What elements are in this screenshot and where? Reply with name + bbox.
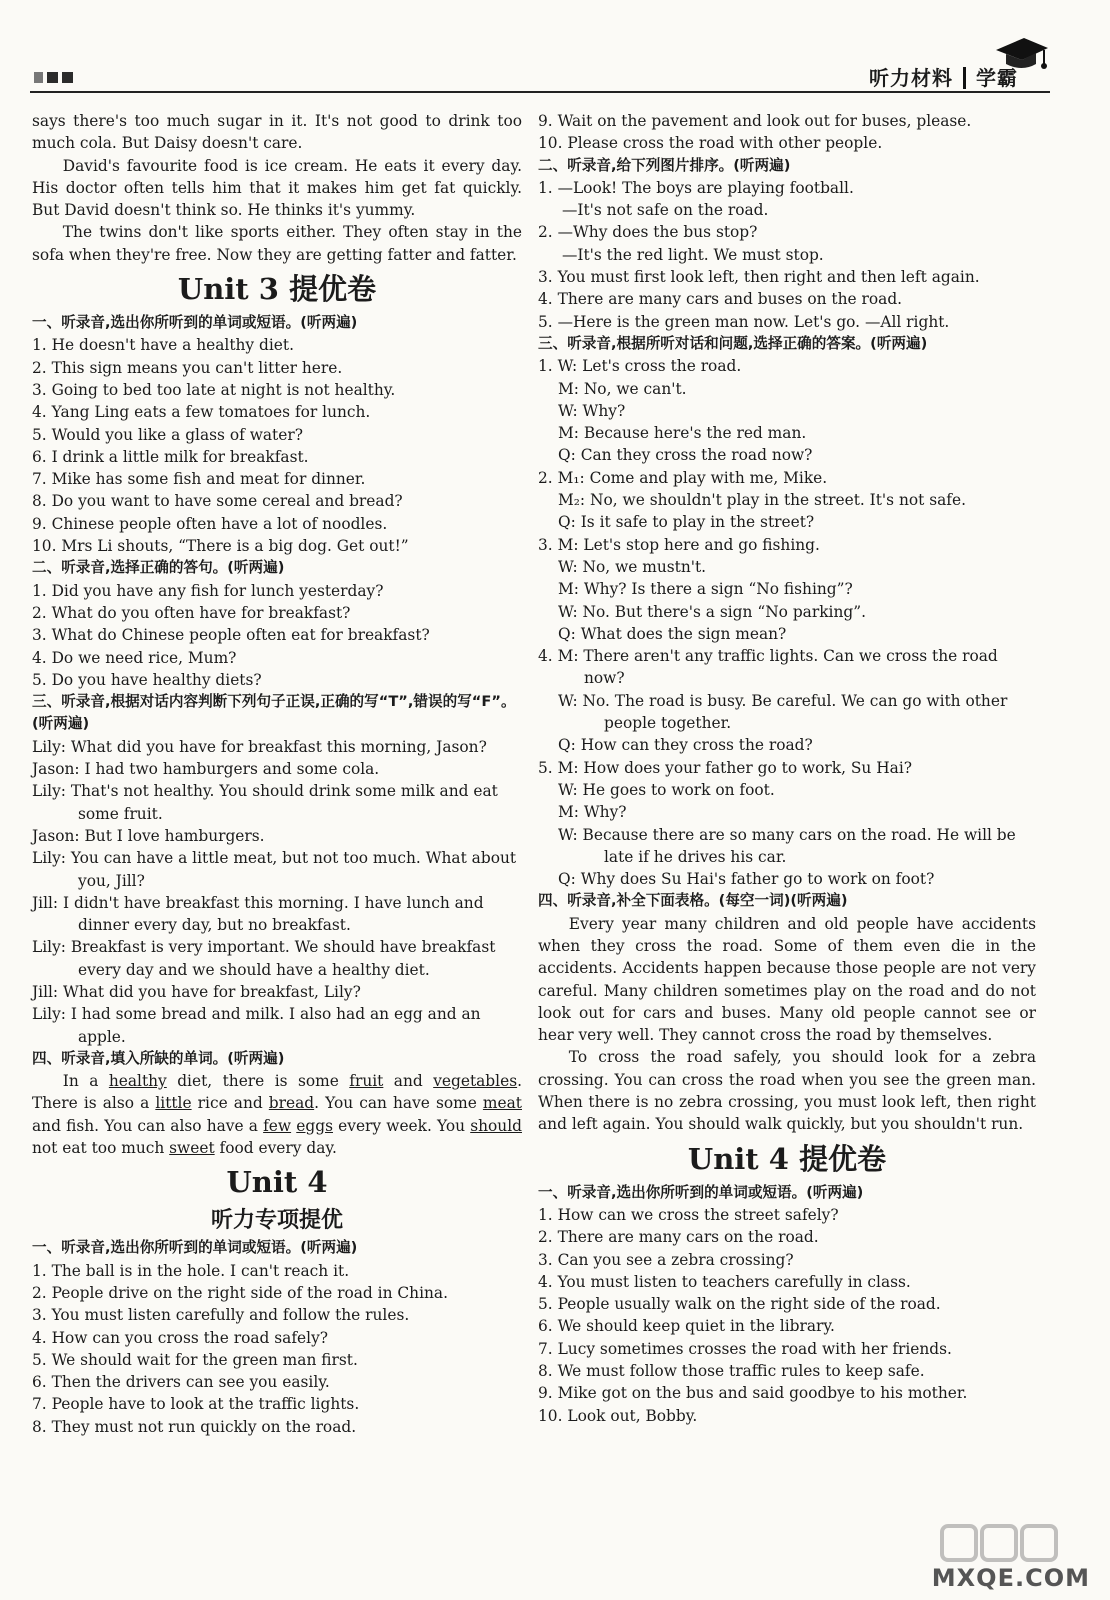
cloze-text: and fish. You can also have a xyxy=(32,1116,264,1135)
unit4-section1-list xyxy=(32,1260,522,1438)
section-heading: 一、听录音,选出你所听到的单词或短语。(听两遍) xyxy=(538,1183,864,1201)
unit3-title: Unit 3 提优卷 xyxy=(177,272,377,307)
dialogue-line: M: Because here's the red man. xyxy=(558,424,807,443)
dialogue-line: Lily: You can have a little meat, but not too much. What about you, Jill? xyxy=(32,849,517,890)
cloze-answer: vegetables xyxy=(433,1072,518,1091)
page-header xyxy=(0,0,1110,104)
list-item: 8. They must not run quickly on the road. xyxy=(32,1417,357,1436)
dialogue-line: Q: Why does Su Hai's father go to work on foot? xyxy=(558,870,935,889)
section-heading: 三、听录音,根据对话内容判断下列句子正误,正确的写“T”,错误的写“F”。(听两遍) xyxy=(32,693,516,733)
passage xyxy=(538,913,1036,1136)
section-heading: 三、听录音,根据所听对话和问题,选择正确的答案。(听两遍) xyxy=(538,334,928,352)
list-item: 3. Can you see a zebra crossing? xyxy=(538,1250,794,1269)
passage-paragraph: To cross the road safely, you should look for a zebra crossing. You can cross the road when you see the green man. When there is no zebra crossing, you must look left, then right and left again. You should walk quickly, but you shouldn't run. xyxy=(538,1048,1036,1134)
graduation-cap-icon xyxy=(994,34,1050,78)
header-decoration xyxy=(34,72,73,83)
header-title: 听力材料 xyxy=(869,66,953,90)
list-item: 9. Chinese people often have a lot of noodles. xyxy=(32,514,388,533)
cloze-answer: fruit xyxy=(349,1072,384,1091)
list-item: 2. This sign means you can't litter here. xyxy=(32,358,343,377)
list-item: 6. I drink a little milk for breakfast. xyxy=(32,447,309,466)
section-heading: 四、听录音,填入所缺的单词。(听两遍) xyxy=(32,1049,285,1067)
dialogue-line: Lily: That's not healthy. You should drink some milk and eat some fruit. xyxy=(32,782,498,823)
list-item: 5. We should wait for the green man first. xyxy=(32,1350,358,1369)
list-item: 1. The ball is in the hole. I can't reach it. xyxy=(32,1261,350,1280)
header-separator xyxy=(963,67,966,89)
section-heading: 一、听录音,选出你所听到的单词或短语。(听两遍) xyxy=(32,314,358,332)
dialogue-line: Lily: What did you have for breakfast this morning, Jason? xyxy=(32,737,487,756)
dialogue-line: Jill: What did you have for breakfast, Lily? xyxy=(32,982,361,1001)
header-brand: 学霸 xyxy=(976,66,1018,90)
dialogue-line: M: Why? xyxy=(558,803,627,822)
dialogue-line: Lily: Breakfast is very important. We should have breakfast every day and we should have a healthy diet. xyxy=(32,938,496,979)
list-item: 1. How can we cross the street safely? xyxy=(538,1205,839,1224)
dialogue-line: W: No. But there's a sign “No parking”. xyxy=(558,602,866,621)
list-item: 10. Please cross the road with other people. xyxy=(538,134,883,153)
cloze-answer: few xyxy=(263,1116,292,1135)
list-item: —It's not safe on the road. xyxy=(562,201,769,220)
list-item: 5. Do you have healthy diets? xyxy=(32,670,262,689)
unit3-section2-list xyxy=(32,580,522,691)
list-item: 8. Do you want to have some cereal and bread? xyxy=(32,492,403,511)
cloze-text: diet, there is some xyxy=(166,1072,350,1091)
cloze-text: rice and xyxy=(191,1094,269,1113)
header-rule xyxy=(30,91,1050,93)
cloze-answer: sweet xyxy=(169,1139,215,1158)
list-item: 3. What do Chinese people often eat for breakfast? xyxy=(32,626,430,645)
intro-paragraph: The twins don't like sports either. They often stay in the sofa when they're free. Now they are getting fatter and fatter. xyxy=(32,223,522,264)
cloze-text: food every day. xyxy=(214,1139,337,1158)
dialogue-line: 4. M: There aren't any traffic lights. Can we cross the road now? xyxy=(538,647,998,688)
dialogue-list xyxy=(538,355,1036,890)
dialogue-line: W: Why? xyxy=(558,401,626,420)
list-item: 4. Yang Ling eats a few tomatoes for lunch. xyxy=(32,403,371,422)
list-item: 2. What do you often have for breakfast? xyxy=(32,603,351,622)
dialogue-line: Q: How can they cross the road? xyxy=(558,736,813,755)
watermark-text: MXQE.COM xyxy=(931,1564,1090,1592)
list-item: 1. Did you have any fish for lunch yesterday? xyxy=(32,581,384,600)
continued-list xyxy=(538,110,1036,155)
dialogue-line: 5. M: How does your father go to work, Su Hai? xyxy=(538,758,913,777)
list-item: 9. Mike got on the bus and said goodbye to his mother. xyxy=(538,1384,968,1403)
dialogue-line: 2. M₁: Come and play with me, Mike. xyxy=(538,468,828,487)
dialogue-line: Jill: I didn't have breakfast this morning. I have lunch and dinner every day, but no breakfast. xyxy=(32,893,484,935)
cloze-answer: healthy xyxy=(108,1072,167,1091)
section-heading: 四、听录音,补全下面表格。(每空一词)(听两遍) xyxy=(538,892,848,910)
dialogue-line: W: No. The road is busy. Be careful. We can go with other people together. xyxy=(558,691,1008,733)
list-item: 5. People usually walk on the right side of the road. xyxy=(538,1295,941,1314)
list-item: 6. Then the drivers can see you easily. xyxy=(32,1373,330,1392)
list-item: 4. How can you cross the road safely? xyxy=(32,1328,329,1347)
dialogue-line: 1. W: Let's cross the road. xyxy=(538,357,742,376)
dialogue-line: M: No, we can't. xyxy=(558,379,687,398)
list-item: 3. Going to bed too late at night is not healthy. xyxy=(32,380,396,399)
dialogue-line: Q: Can they cross the road now? xyxy=(558,446,813,465)
dialogue-line: Jason: I had two hamburgers and some cola. xyxy=(32,760,380,779)
dialogue-line: Lily: I had some bread and milk. I also had an egg and an apple. xyxy=(32,1005,481,1046)
cloze-answer: should xyxy=(470,1116,522,1135)
list-item: 6. We should keep quiet in the library. xyxy=(538,1317,835,1336)
cloze-answer: little xyxy=(155,1094,192,1113)
list-item: 7. Mike has some fish and meat for dinner. xyxy=(32,470,366,489)
unit4-test-title: Unit 4 提优卷 xyxy=(687,1141,887,1176)
unit4-test-list xyxy=(538,1204,1036,1427)
section-heading: 二、听录音,给下列图片排序。(听两遍) xyxy=(538,156,791,174)
dialogue-line: W: Because there are so many cars on the road. He will be late if he drives his car. xyxy=(558,825,1016,866)
section-heading: 二、听录音,选择正确的答句。(听两遍) xyxy=(32,559,285,577)
cloze-text: not eat too much xyxy=(32,1139,170,1158)
intro-paragraph: says there's too much sugar in it. It's not good to drink too much cola. But Daisy doesn't care. xyxy=(32,112,522,153)
list-item: 7. Lucy sometimes crosses the road with her friends. xyxy=(538,1339,952,1358)
list-item: 7. People have to look at the traffic lights. xyxy=(32,1395,360,1414)
list-item: 4. There are many cars and buses on the road. xyxy=(538,290,903,309)
list-item: 2. —Why does the bus stop? xyxy=(538,223,758,242)
cloze-paragraph xyxy=(32,1070,522,1159)
cloze-answer: eggs xyxy=(296,1116,333,1135)
unit4-subtitle: 听力专项提优 xyxy=(210,1208,343,1234)
unit3-section1-list xyxy=(32,334,522,557)
picture-order-list xyxy=(538,177,1036,333)
cloze-text: every week. You xyxy=(332,1116,471,1135)
cloze-text: and xyxy=(383,1072,434,1091)
dialogue-line: W: No, we mustn't. xyxy=(558,557,707,576)
left-column xyxy=(32,110,522,1438)
list-item: 10. Mrs Li shouts, “There is a big dog. Get out!” xyxy=(32,537,409,556)
dialogue-line: M₂: No, we shouldn't play in the street. It's not safe. xyxy=(558,491,966,510)
dialogue-line: M: Why? Is there a sign “No fishing”? xyxy=(558,580,853,599)
right-column xyxy=(538,110,1036,1427)
dialogue-line: 3. M: Let's stop here and go fishing. xyxy=(538,535,820,554)
list-item: 3. You must first look left, then right and then left again. xyxy=(538,268,980,287)
cloze-text: In a xyxy=(62,1072,109,1091)
section-heading: 一、听录音,选出你所听到的单词或短语。(听两遍) xyxy=(32,1239,358,1257)
intro-paragraph: David's favourite food is ice cream. He eats it every day. His doctor often tells him that it makes him get fat quickly. But David doesn't think so. He thinks it's yummy. xyxy=(32,156,522,220)
cloze-answer: bread xyxy=(268,1094,315,1113)
list-item: 2. There are many cars on the road. xyxy=(538,1228,819,1247)
dialogue-line: Q: Is it safe to play in the street? xyxy=(558,513,815,532)
list-item: 10. Look out, Bobby. xyxy=(538,1406,698,1425)
list-item: 1. He doesn't have a healthy diet. xyxy=(32,336,294,355)
cloze-text: . There is also a xyxy=(32,1072,522,1113)
dialogue-line: Jason: But I love hamburgers. xyxy=(32,826,265,845)
cloze-text: . You can have some xyxy=(314,1094,483,1113)
passage-paragraph: Every year many children and old people have accidents when they cross the road. Some of them even die in the accidents. Accidents happen because those people are not very careful. Many children sometimes play on the road and do not look out for cars and buses. Many old people cannot see or hear very well. They cannot cross the road by themselves. xyxy=(538,914,1036,1045)
list-item: 5. —Here is the green man now. Let's go. —All right. xyxy=(538,312,950,331)
list-item: 1. —Look! The boys are playing football. xyxy=(538,178,854,197)
dialogue-line: W: He goes to work on foot. xyxy=(558,780,775,799)
list-item: 3. You must listen carefully and follow the rules. xyxy=(32,1306,410,1325)
list-item: 8. We must follow those traffic rules to keep safe. xyxy=(538,1362,925,1381)
list-item: 5. Would you like a glass of water? xyxy=(32,425,303,444)
unit4-title: Unit 4 xyxy=(226,1165,328,1200)
list-item: 2. People drive on the right side of the road in China. xyxy=(32,1283,448,1302)
dialogue-line: Q: What does the sign mean? xyxy=(558,624,787,643)
cloze-answer: meat xyxy=(482,1094,522,1113)
list-item: 4. Do we need rice, Mum? xyxy=(32,648,237,667)
unit3-dialogue xyxy=(32,736,522,1048)
list-item: —It's the red light. We must stop. xyxy=(562,245,824,264)
list-item: 4. You must listen to teachers carefully in class. xyxy=(538,1272,911,1291)
list-item: 9. Wait on the pavement and look out for buses, please. xyxy=(538,112,972,130)
